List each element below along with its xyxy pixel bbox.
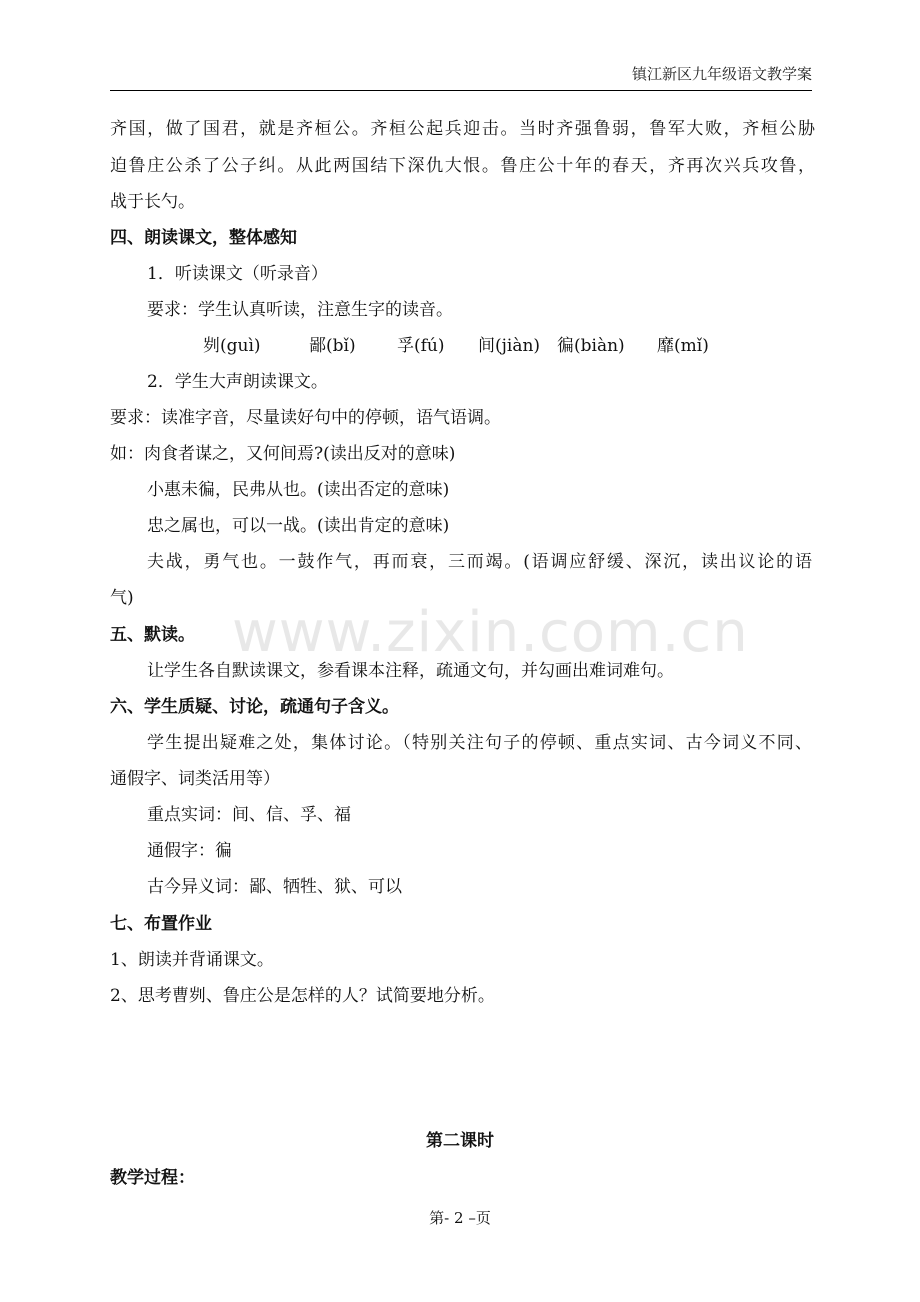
s6-body-line-2: 通假字、词类活用等） [110,769,280,789]
lesson-2-title: 第二课时 [426,1131,494,1151]
watermark: www.zixin.com.cn [232,600,749,665]
example-4-line-2: 气) [110,588,134,608]
section-7-heading: 七、布置作业 [110,914,212,934]
example-3: 忠之属也，可以一战。(读出肯定的意味) [147,516,450,536]
example-1: 如：肉食者谋之，又何间焉?(读出反对的意味) [110,444,456,464]
s4-requirement-1: 要求：学生认真听读，注意生字的读音。 [147,300,453,320]
pinyin-item: 间(jiàn) [478,336,541,356]
section-4-heading: 四、朗读课文，整体感知 [110,228,297,248]
key-words: 重点实词：间、信、孚、福 [147,805,351,825]
s6-body-line-1: 学生提出疑难之处，集体讨论。（特别关注句子的停顿、重点实词、古今词义不同、 [147,733,812,753]
example-2: 小惠未徧，民弗从也。(读出否定的意味) [147,480,450,500]
s4-item-1: 1．听读课文（听录音） [147,264,328,284]
section-6-heading: 六、学生质疑、讨论，疏通句子含义。 [110,697,399,717]
homework-1: 1、朗读并背诵课文。 [110,950,274,970]
tongjia-words: 通假字：徧 [147,841,232,861]
pinyin-item: 刿(guì) [203,336,261,356]
homework-2: 2、思考曹刿、鲁庄公是怎样的人？试简要地分析。 [110,986,495,1006]
s5-body: 让学生各自默读课文，参看课本注释，疏通文句，并勾画出难词难句。 [147,661,674,681]
pinyin-item: 徧(biàn) [557,336,625,356]
s4-item-2: 2．学生大声朗读课文。 [147,372,328,392]
teaching-process-heading: 教学过程： [110,1168,195,1188]
pinyin-item: 靡(mǐ) [657,336,709,356]
section-5-heading: 五、默读。 [110,625,195,645]
intro-line-1: 齐国，做了国君，就是齐桓公。齐桓公起兵迎击。当时齐强鲁弱，鲁军大败，齐桓公胁 [110,119,815,139]
s4-requirement-2: 要求：读准字音，尽量读好句中的停顿，语气语调。 [110,408,501,428]
page-number: 第- 2 –页 [429,1209,491,1227]
pinyin-list [0,335,920,357]
pinyin-item: 鄙(bǐ) [309,336,356,356]
ancient-modern-words: 古今异义词：鄙、牺牲、狱、可以 [147,877,402,897]
page-header [110,0,812,91]
intro-line-2: 迫鲁庄公杀了公子纠。从此两国结下深仇大恨。鲁庄公十年的春天，齐再次兴兵攻鲁， [110,156,815,176]
pinyin-item: 孚(fú) [397,336,445,356]
example-4-line-1: 夫战，勇气也。一鼓作气，再而衰，三而竭。(语调应舒缓、深沉，读出议论的语 [147,552,812,572]
intro-line-3: 战于长勺。 [110,192,195,212]
header-title: 镇江新区九年级语文教学案 [631,65,812,83]
